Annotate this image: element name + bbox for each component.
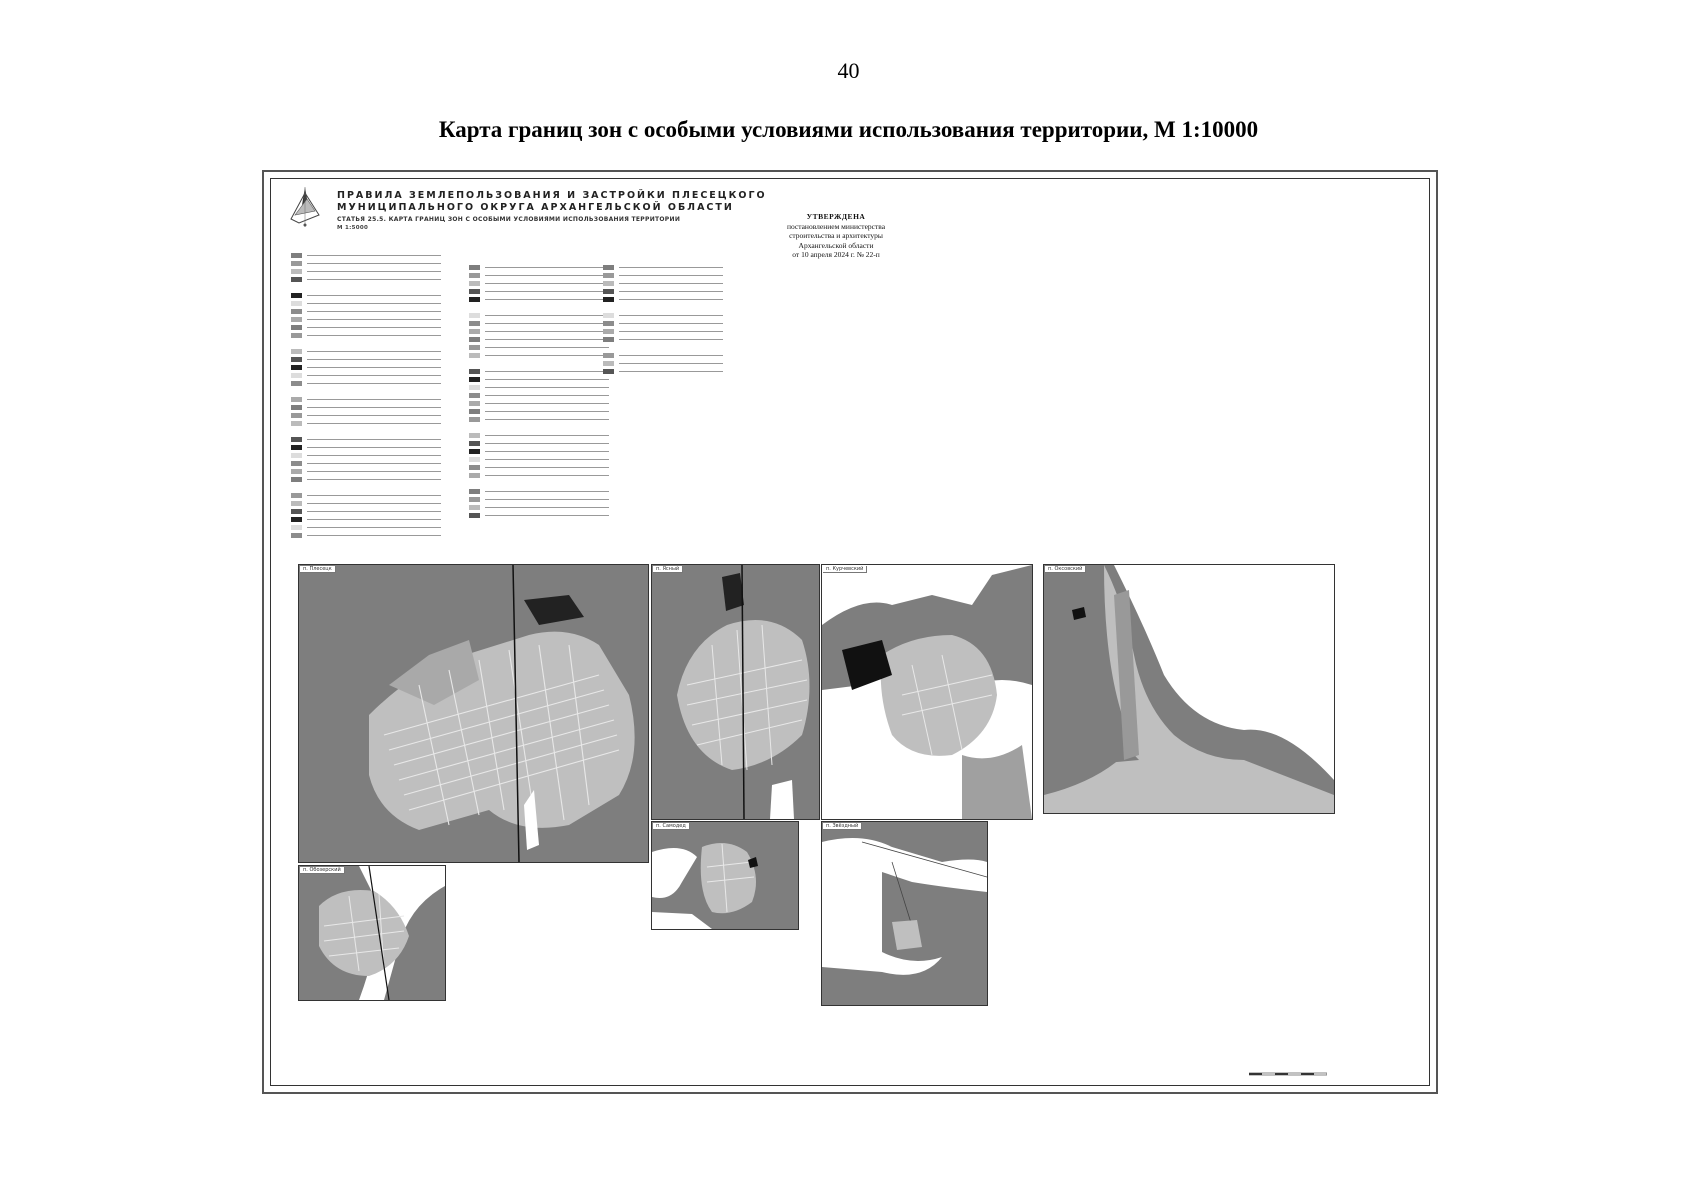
legend-text-line (619, 329, 723, 334)
north-arrow-icon (285, 185, 325, 229)
legend-text-line (619, 297, 723, 302)
legend-swatch (469, 281, 480, 286)
legend-swatch (603, 361, 614, 366)
legend-swatch (469, 265, 480, 270)
legend-text-line (307, 517, 441, 522)
inset-map-drawing (299, 866, 445, 1000)
legend-swatch (603, 289, 614, 294)
legend-text-line (307, 421, 441, 426)
inset-label: п. Обозерский (300, 867, 345, 874)
sheet-header-line-1: ПРАВИЛА ЗЕМЛЕПОЛЬЗОВАНИЯ И ЗАСТРОЙКИ ПЛЕСЕЦКОГО (337, 190, 767, 201)
legend-text-line (307, 501, 441, 506)
legend-item (291, 461, 441, 466)
legend-item (469, 401, 609, 406)
legend-text-line (619, 281, 723, 286)
legend-text-line (485, 497, 609, 502)
legend-item (469, 273, 609, 278)
legend-item (469, 449, 609, 454)
legend-swatch (291, 357, 302, 362)
legend-text-line (619, 369, 723, 374)
legend-text-line (307, 453, 441, 458)
legend-text-line (307, 317, 441, 322)
approval-line-5: от 10 апреля 2024 г. № 22-п (792, 250, 880, 259)
legend-text-line (485, 449, 609, 454)
legend-item (469, 393, 609, 398)
legend-text-line (307, 445, 441, 450)
legend-text-line (485, 289, 609, 294)
legend-text-line (307, 405, 441, 410)
legend-item (291, 365, 441, 370)
legend-swatch (469, 393, 480, 398)
legend-text-line (307, 525, 441, 530)
legend-swatch (291, 317, 302, 322)
legend-text-line (485, 353, 609, 358)
legend-text-line (485, 265, 609, 270)
legend-item (603, 265, 723, 270)
legend-item (291, 469, 441, 474)
legend-text-line (485, 441, 609, 446)
legend-item (603, 369, 723, 374)
legend-text-line (485, 489, 609, 494)
inset-label: п. Звёздный (823, 823, 862, 830)
legend-swatch (291, 469, 302, 474)
inset-map-samoded (651, 821, 799, 930)
legend-swatch (291, 381, 302, 386)
legend-item (291, 293, 441, 298)
legend-text-line (485, 321, 609, 326)
legend-group-heading (291, 245, 441, 251)
legend-text-line (307, 261, 441, 266)
legend-item (603, 361, 723, 366)
approval-line-4: Архангельской области (798, 240, 874, 250)
legend-column-3 (603, 257, 723, 377)
legend-item (469, 329, 609, 334)
legend-item (469, 409, 609, 414)
legend-swatch (291, 405, 302, 410)
legend-item (291, 413, 441, 418)
inset-label: п. Самодед (653, 823, 690, 830)
legend-swatch (469, 513, 480, 518)
legend-text-line (619, 361, 723, 366)
legend-text-line (485, 313, 609, 318)
legend-swatch (603, 281, 614, 286)
legend-swatch (469, 353, 480, 358)
legend-item (469, 457, 609, 462)
legend-text-line (307, 437, 441, 442)
legend-swatch (603, 337, 614, 342)
legend-swatch (291, 453, 302, 458)
legend-swatch (469, 289, 480, 294)
legend-item (291, 261, 441, 266)
legend-item (603, 313, 723, 318)
legend-swatch (291, 269, 302, 274)
legend-swatch (469, 273, 480, 278)
legend-swatch (291, 349, 302, 354)
legend-text-line (485, 473, 609, 478)
legend-item (291, 533, 441, 538)
legend-swatch (291, 397, 302, 402)
legend-item (469, 353, 609, 358)
legend-text-line (485, 337, 609, 342)
legend-swatch (603, 297, 614, 302)
legend-swatch (469, 385, 480, 390)
inset-map-plesetsk (298, 564, 649, 863)
legend-text-line (485, 281, 609, 286)
approval-line-1: УТВЕРЖДЕНА (806, 212, 866, 221)
legend-item (291, 357, 441, 362)
legend-swatch (291, 253, 302, 258)
legend-swatch (469, 433, 480, 438)
legend-text-line (619, 265, 723, 270)
sheet-header-line-3: СТАТЬЯ 25.5. КАРТА ГРАНИЦ ЗОН С ОСОБЫМИ УСЛОВИЯМИ ИСПОЛЬЗОВАНИЯ ТЕРРИТОРИИ (337, 216, 681, 223)
legend-swatch (469, 417, 480, 422)
legend-text-line (307, 397, 441, 402)
legend-swatch (603, 273, 614, 278)
legend-swatch (603, 321, 614, 326)
legend-item (469, 321, 609, 326)
legend-swatch (291, 309, 302, 314)
legend-text-line (307, 365, 441, 370)
inset-map-kurchevsky (821, 564, 1033, 820)
legend-text-line (485, 329, 609, 334)
legend-item (291, 301, 441, 306)
legend-item (469, 289, 609, 294)
legend-item (469, 433, 609, 438)
legend-item (603, 337, 723, 342)
legend-text-line (307, 373, 441, 378)
legend-swatch (469, 337, 480, 342)
approval-line-3: строительства и архитектуры (789, 231, 883, 240)
legend-group-heading (291, 341, 441, 347)
legend-swatch (291, 261, 302, 266)
legend-swatch (291, 421, 302, 426)
legend-swatch (291, 493, 302, 498)
inset-map-oksovsky (1043, 564, 1335, 814)
legend-swatch (469, 329, 480, 334)
inset-label: п. Ясный (653, 566, 683, 573)
legend-item (291, 397, 441, 402)
inset-map-drawing (822, 565, 1032, 819)
legend-swatch (469, 401, 480, 406)
legend-item (469, 265, 609, 270)
legend-text-line (485, 273, 609, 278)
legend-swatch (291, 525, 302, 530)
legend-text-line (307, 293, 441, 298)
legend-swatch (291, 501, 302, 506)
legend-text-line (485, 385, 609, 390)
legend-text-line (307, 477, 441, 482)
legend-group-heading (469, 257, 609, 263)
legend-text-line (307, 349, 441, 354)
legend-swatch (469, 377, 480, 382)
legend-item (469, 473, 609, 478)
legend-swatch (469, 457, 480, 462)
legend-group-heading (469, 361, 609, 367)
scale-bar (1249, 1065, 1327, 1073)
legend-item (469, 337, 609, 342)
legend-text-line (485, 369, 609, 374)
legend-item (469, 505, 609, 510)
legend-item (469, 345, 609, 350)
legend-group-heading (469, 425, 609, 431)
sheet-header-scale: М 1:5000 (337, 225, 369, 231)
legend-swatch (469, 345, 480, 350)
legend-item (291, 405, 441, 410)
legend-text-line (307, 301, 441, 306)
legend-text-line (307, 253, 441, 258)
legend-text-line (307, 469, 441, 474)
legend-group-heading (469, 305, 609, 311)
legend-swatch (291, 373, 302, 378)
legend-text-line (307, 413, 441, 418)
page-title: Карта границ зон с особыми условиями использования территории, М 1:10000 (438, 117, 1259, 142)
legend-group-heading (291, 485, 441, 491)
legend-swatch (469, 441, 480, 446)
legend-swatch (469, 465, 480, 470)
legend-text-line (485, 297, 609, 302)
legend-item (291, 517, 441, 522)
legend-text-line (307, 533, 441, 538)
legend-item (469, 369, 609, 374)
legend-item (603, 289, 723, 294)
legend-text-line (619, 273, 723, 278)
legend-swatch (291, 477, 302, 482)
legend-group-heading (291, 285, 441, 291)
inset-map-drawing (652, 565, 819, 819)
legend-item (291, 277, 441, 282)
legend-item (469, 465, 609, 470)
legend-text-line (485, 457, 609, 462)
legend-text-line (307, 493, 441, 498)
sheet-header-line-2: МУНИЦИПАЛЬНОГО ОКРУГА АРХАНГЕЛЬСКОЙ ОБЛАСТИ (337, 202, 734, 213)
legend-item (469, 313, 609, 318)
legend-swatch (469, 321, 480, 326)
legend-item (291, 309, 441, 314)
inset-map-drawing (822, 822, 987, 1005)
inset-map-obozersky (298, 865, 446, 1001)
legend-text-line (485, 433, 609, 438)
legend-text-line (307, 461, 441, 466)
inset-label: п. Оксовский (1045, 566, 1086, 573)
legend-swatch (291, 325, 302, 330)
legend-swatch (603, 329, 614, 334)
legend-text-line (619, 313, 723, 318)
legend-item (291, 333, 441, 338)
legend-item (603, 353, 723, 358)
legend-swatch (291, 445, 302, 450)
legend-item (291, 253, 441, 258)
approval-stamp (771, 212, 901, 260)
legend-item (469, 281, 609, 286)
legend-text-line (307, 381, 441, 386)
legend-group-heading (603, 257, 723, 263)
legend-swatch (291, 533, 302, 538)
inset-label: п. Курчевский (823, 566, 867, 573)
legend-item (291, 509, 441, 514)
legend-column-1 (291, 245, 441, 541)
legend-item (469, 489, 609, 494)
legend-item (469, 513, 609, 518)
legend-text-line (307, 309, 441, 314)
legend-text-line (619, 353, 723, 358)
inset-label: п. Плесецк (300, 566, 336, 573)
legend-swatch (603, 313, 614, 318)
legend-swatch (469, 449, 480, 454)
legend-swatch (291, 509, 302, 514)
legend-item (469, 441, 609, 446)
legend-swatch (469, 409, 480, 414)
legend-text-line (485, 393, 609, 398)
legend-group-heading (469, 481, 609, 487)
legend-text-line (485, 513, 609, 518)
inset-map-drawing (652, 822, 798, 929)
legend-swatch (291, 333, 302, 338)
legend-text-line (619, 321, 723, 326)
inset-map-drawing (299, 565, 648, 862)
legend-text-line (307, 269, 441, 274)
legend-item (291, 453, 441, 458)
legend-swatch (291, 461, 302, 466)
legend-item (291, 501, 441, 506)
legend-item (291, 445, 441, 450)
legend-item (291, 325, 441, 330)
legend-swatch (291, 301, 302, 306)
legend-text-line (485, 505, 609, 510)
legend-item (291, 477, 441, 482)
legend-item (603, 281, 723, 286)
legend-text-line (307, 509, 441, 514)
page-number: 40 (837, 58, 860, 83)
legend-swatch (469, 313, 480, 318)
legend-text-line (485, 417, 609, 422)
legend-item (603, 321, 723, 326)
legend-text-line (307, 325, 441, 330)
legend-swatch (291, 365, 302, 370)
legend-text-line (307, 333, 441, 338)
legend-group-heading (291, 389, 441, 395)
legend-group-heading (603, 345, 723, 351)
legend-text-line (619, 289, 723, 294)
legend-text-line (619, 337, 723, 342)
legend-item (603, 329, 723, 334)
legend-swatch (291, 277, 302, 282)
legend-item (469, 385, 609, 390)
legend-text-line (485, 401, 609, 406)
legend-swatch (603, 265, 614, 270)
legend-swatch (469, 497, 480, 502)
legend-item (291, 437, 441, 442)
legend-text-line (307, 357, 441, 362)
legend-swatch (469, 297, 480, 302)
legend-text-line (307, 277, 441, 282)
legend-text-line (485, 409, 609, 414)
legend-swatch (603, 353, 614, 358)
legend-item (291, 269, 441, 274)
legend-item (603, 273, 723, 278)
legend-item (291, 525, 441, 530)
legend-item (291, 381, 441, 386)
legend-text-line (485, 377, 609, 382)
legend-swatch (469, 489, 480, 494)
legend-swatch (603, 369, 614, 374)
legend-swatch (469, 473, 480, 478)
legend-swatch (469, 369, 480, 374)
legend-item (469, 297, 609, 302)
legend-item (291, 373, 441, 378)
legend-item (291, 493, 441, 498)
legend-group-heading (603, 305, 723, 311)
legend-text-line (485, 345, 609, 350)
approval-line-2: постановлением министерства (786, 221, 886, 231)
legend-item (469, 497, 609, 502)
inset-map-drawing (1044, 565, 1334, 813)
map-frame (270, 178, 1430, 1086)
legend-swatch (469, 505, 480, 510)
legend-swatch (291, 437, 302, 442)
legend-item (291, 349, 441, 354)
legend-text-line (485, 465, 609, 470)
legend-item (469, 417, 609, 422)
inset-map-zvyozdny (821, 821, 988, 1006)
legend-item (291, 317, 441, 322)
legend-group-heading (291, 429, 441, 435)
inset-map-yasny (651, 564, 820, 820)
legend-swatch (291, 413, 302, 418)
legend-item (291, 421, 441, 426)
legend-swatch (291, 517, 302, 522)
legend-item (603, 297, 723, 302)
legend-swatch (291, 293, 302, 298)
map-sheet (262, 170, 1438, 1094)
legend-item (469, 377, 609, 382)
legend-column-2 (469, 257, 609, 521)
